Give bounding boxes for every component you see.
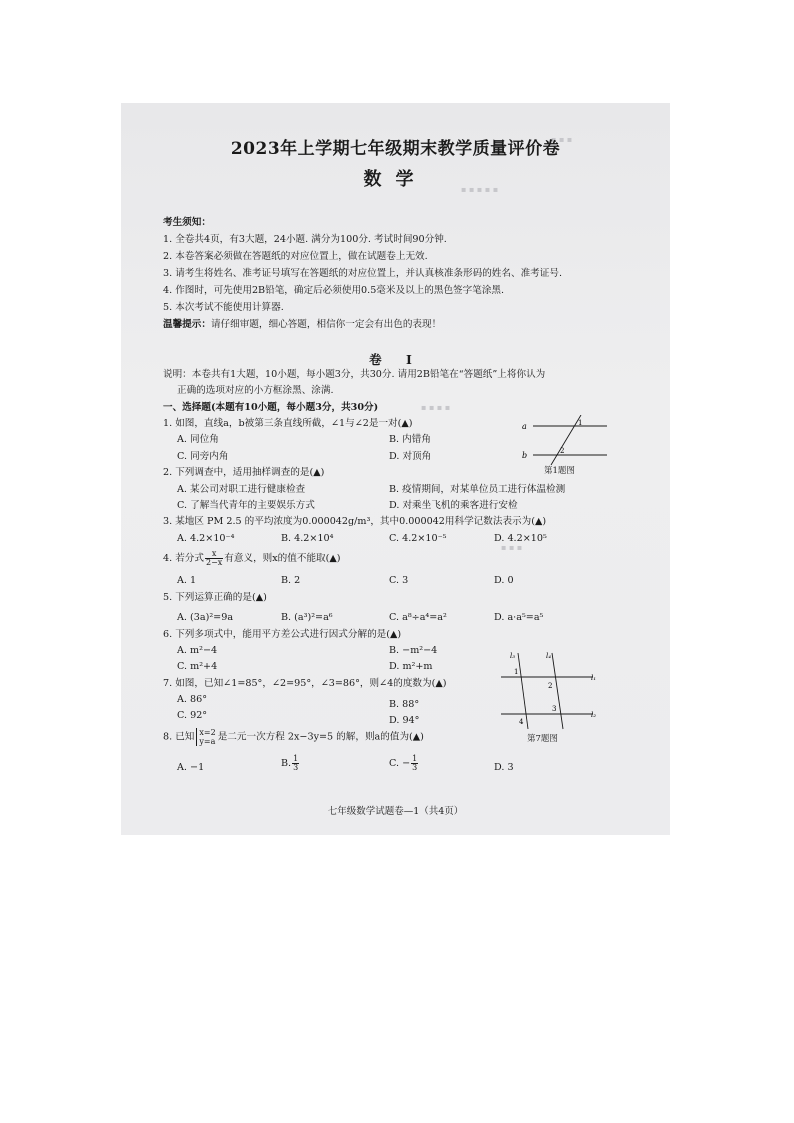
angle-label-2: 2: [548, 682, 553, 690]
question-stem: 7. 如图，已知∠1=85°，∠2=95°，∠3=86°，则∠4的度数为(▲): [163, 678, 447, 689]
question-stem: [163, 728, 424, 746]
label-l3: l₃: [510, 652, 516, 660]
bleed-through-text: ▪ ▪ ▪: [501, 543, 523, 552]
question-prefix: 8. 已知: [163, 731, 195, 743]
option-a: A. m²−4: [177, 645, 218, 656]
fraction: [205, 550, 223, 567]
question-prefix: 4. 若分式: [163, 553, 204, 564]
page-footer: 七年级数学试题卷—1（共4页）: [327, 806, 464, 817]
exam-title: 2023年上学期七年级期末教学质量评价卷: [230, 139, 561, 159]
tip-label: 温馨提示：: [163, 319, 211, 330]
angle-label-1: 1: [514, 668, 519, 676]
label-l1: l₁: [591, 674, 597, 682]
option-d: D. m²+m: [389, 661, 433, 672]
option-b: B. 4.2×10⁴: [281, 533, 334, 544]
equation-system: [196, 728, 215, 746]
option-c: C. 92°: [177, 710, 208, 721]
option-c: C. m²+4: [177, 661, 218, 672]
notice-heading: 考生须知：: [163, 217, 211, 228]
exam-subject: 数学: [363, 169, 428, 190]
angle-label-1: 1: [578, 419, 583, 427]
notice-item: 5. 本次考试不能使用计算器.: [163, 302, 284, 313]
fraction-numerator: 1: [412, 754, 418, 763]
option-b: B. 2: [281, 575, 301, 586]
angle-label-2: 2: [560, 447, 565, 455]
option-b: B. −m²−4: [389, 645, 438, 656]
system-line-1: x=2: [199, 728, 216, 737]
option-d: D. 94°: [389, 715, 420, 726]
label-l4: l₄: [546, 652, 552, 660]
option-b: B. 88°: [389, 699, 420, 710]
label-a: a: [522, 422, 527, 431]
question-suffix: 有意义，则x的值不能取(▲): [224, 553, 341, 564]
question-stem: 5. 下列运算正确的是(▲): [163, 592, 267, 603]
option-a: A. (3a)²=9a: [177, 612, 234, 623]
label-l2: l₂: [591, 711, 597, 719]
fraction-numerator: 1: [293, 754, 299, 763]
question-suffix: 是二元一次方程 2x−3y=5 的解，则a的值为(▲): [217, 731, 424, 743]
notice-item: 2. 本卷答案必须做在答题纸的对应位置上，做在试题卷上无效.: [163, 251, 428, 262]
tip-text: 请仔细审题，细心答题，相信你一定会有出色的表现！: [210, 319, 442, 330]
bleed-through-text: ▪ ▪ ▪ ▪ ▪: [461, 185, 499, 194]
fraction-denominator: 3: [293, 763, 299, 772]
question-stem: 1. 如图，直线a，b被第三条直线所截，∠1与∠2是一对(▲): [163, 418, 413, 429]
fraction: [411, 755, 418, 772]
question-stem: 3. 某地区 PM 2.5 的平均浓度为0.000042g/m³，其中0.000042用科学记数法表示为(▲): [163, 516, 547, 527]
option-b: [281, 755, 300, 772]
figure-7-caption: 第7题图: [527, 734, 558, 744]
option-a: A. 4.2×10⁻⁴: [177, 533, 235, 544]
bleed-through-text: ▪ ▪ ▪ ▪: [421, 403, 451, 412]
option-c: [389, 755, 419, 772]
angle-label-3: 3: [552, 705, 557, 713]
line-l4: [552, 653, 563, 729]
option-d: D. a·a⁵=a⁵: [494, 612, 544, 623]
option-a: A. 同位角: [177, 434, 219, 445]
fraction-denominator: 3: [412, 763, 418, 772]
fraction: [292, 755, 299, 772]
label-b: b: [522, 451, 528, 460]
volume-label: 卷 Ⅰ: [369, 352, 422, 367]
option-c: C. a⁸÷a⁴=a²: [389, 612, 447, 623]
option-prefix: C. −: [389, 758, 411, 769]
option-d: D. 0: [494, 575, 514, 586]
option-c: C. 3: [389, 575, 409, 586]
bleed-through-text: ▪ ▪ ▪: [551, 135, 573, 144]
option-c: C. 4.2×10⁻⁵: [389, 533, 447, 544]
option-b: B. 疫情期间，对某单位员工进行体温检测: [389, 484, 566, 495]
transversal-line: [551, 415, 581, 465]
figure-1-caption: 第1题图: [544, 466, 575, 476]
option-a: A. 某公司对职工进行健康检查: [177, 484, 306, 495]
notice-item: 1. 全卷共4页，有3大题，24小题. 满分为100分. 考试时间90分钟.: [163, 234, 447, 245]
instructions-line: 说明：本卷共有1大题，10小题，每小题3分，共30分. 请用2B铅笔在“答题纸”上将你认为: [163, 369, 546, 380]
system-line-2: y=a: [199, 737, 216, 746]
option-b: B. (a³)²=a⁶: [281, 612, 333, 623]
instructions-line: 正确的选项对应的小方框涂黑、涂满.: [177, 385, 334, 396]
angle-label-4: 4: [519, 718, 524, 726]
option-a: A. 1: [177, 575, 197, 586]
figure-7-diagram: [497, 647, 601, 731]
option-d: D. 4.2×10⁵: [494, 533, 547, 544]
question-stem: [163, 550, 341, 567]
section-heading: 一、选择题(本题有10小题，每小题3分，共30分): [163, 402, 379, 413]
option-d: D. 对顶角: [389, 451, 432, 462]
option-d: D. 3: [494, 762, 514, 773]
fraction-numerator: x: [205, 550, 223, 559]
option-c: C. 同旁内角: [177, 451, 229, 462]
option-c: C. 了解当代青年的主要娱乐方式: [177, 500, 315, 511]
notice-item: 4. 作图时，可先使用2B铅笔，确定后必须使用0.5毫米及以上的黑色签字笔涂黑.: [163, 285, 505, 296]
question-stem: 2. 下列调查中，适用抽样调查的是(▲): [163, 467, 325, 478]
option-a: A. −1: [177, 762, 205, 773]
option-b: B. 内错角: [389, 434, 431, 445]
question-stem: 6. 下列多项式中，能用平方差公式进行因式分解的是(▲): [163, 629, 402, 640]
fraction-denominator: 2−x: [205, 558, 223, 567]
exam-page-photo: [121, 103, 670, 835]
option-prefix: B.: [281, 758, 292, 769]
tip-line: [163, 319, 441, 331]
option-a: A. 86°: [177, 694, 208, 705]
notice-item: 3. 请考生将姓名、准考证号填写在答题纸的对应位置上，并认真核准条形码的姓名、准考证号.: [163, 268, 563, 279]
option-d: D. 对乘坐飞机的乘客进行安检: [389, 500, 518, 511]
